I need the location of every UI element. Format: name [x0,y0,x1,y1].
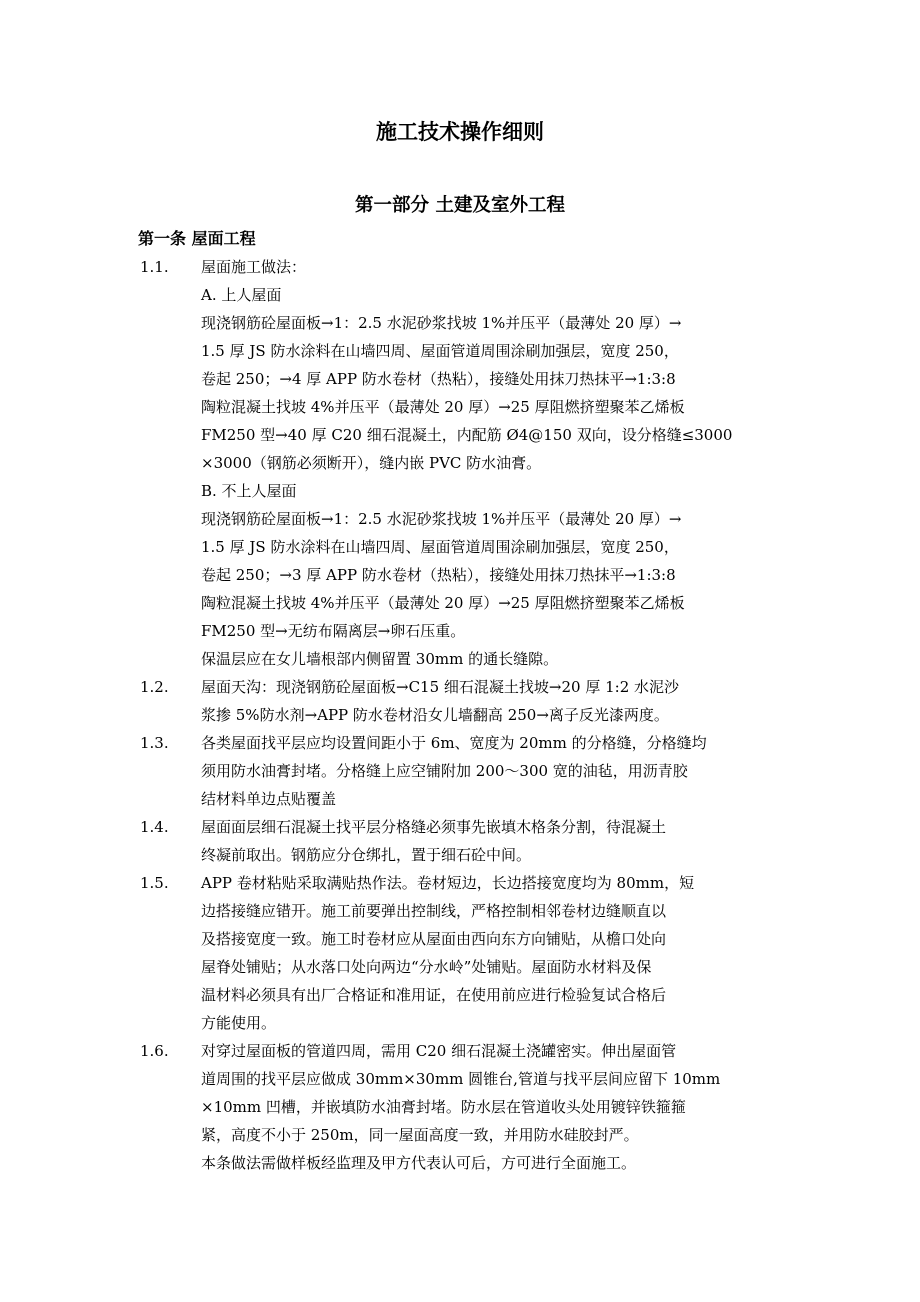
line-text: APP 卷材粘贴采取满贴热作法。卷材短边，长边搭接宽度均为 80mm，短 [201,874,695,892]
line-text: 及搭接宽度一致。施工时卷材应从屋面由西向东方向铺贴，从檐口处向 [201,930,667,948]
text-line [0,1149,920,1177]
text-line [0,617,920,645]
text-line [0,253,920,281]
text-line [0,757,920,785]
line-text: 紧，高度不小于 250m，同一屋面高度一致，并用防水硅胶封严。 [201,1126,639,1144]
text-line [0,449,920,477]
part-title: 第一部分 土建及室外工程 [355,195,565,216]
line-text: 1.5 厚 JS 防水涂料在山墙四周、屋面管道周围涂刷加强层，宽度 250， [201,538,679,556]
line-text: 保温层应在女儿墙根部内侧留置 30mm 的通长缝隙。 [201,650,559,668]
clause-number: 1.2. [140,678,169,696]
line-text: 屋脊处铺贴；从水落口处向两边“分水岭”处铺贴。屋面防水材料及保 [201,958,652,976]
line-text: 1.5 厚 JS 防水涂料在山墙四周、屋面管道周围涂刷加强层，宽度 250， [201,342,679,360]
text-line [0,281,920,309]
line-text: 对穿过屋面板的管道四周，需用 C20 细石混凝土浇罐密实。伸出屋面管 [201,1042,677,1060]
line-text: A. 上人屋面 [201,286,282,304]
text-line [0,589,920,617]
clause-number: 1.3. [140,734,169,752]
line-text: 本条做法需做样板经监理及甲方代表认可后，方可进行全面施工。 [201,1154,637,1172]
text-line [0,869,920,897]
line-text: FM250 型→无纺布隔离层→卵石压重。 [201,622,466,640]
line-text: 屋面施工做法： [201,258,307,276]
line-text: 陶粒混凝土找坡 4%并压平（最薄处 20 厚）→25 厚阻燃挤塑聚苯乙烯板 [201,398,685,416]
text-line [0,841,920,869]
text-line [0,337,920,365]
text-line [0,645,920,673]
clause-number: 1.1. [140,258,169,276]
text-line [0,981,920,1009]
text-line [0,897,920,925]
line-text: 温材料必须具有出厂合格证和准用证，在使用前应进行检验复试合格后 [201,986,667,1004]
clause-number: 1.4. [140,818,169,836]
text-line [0,505,920,533]
text-line [0,925,920,953]
line-text: 卷起 250；→4 厚 APP 防水卷材（热粘），接缝处用抹刀热抹平→1:3:8 [201,370,676,388]
text-line [0,1093,920,1121]
line-text: 道周围的找平层应做成 30mm×30mm 圆锥台,管道与找平层间应留下 10mm [201,1070,721,1088]
text-line [0,953,920,981]
line-text: 各类屋面找平层应均设置间距小于 6m、宽度为 20mm 的分格缝，分格缝均 [201,734,707,752]
line-text: 卷起 250；→3 厚 APP 防水卷材（热粘），接缝处用抹刀热抹平→1:3:8 [201,566,676,584]
text-line [0,309,920,337]
text-line [0,1037,920,1065]
line-text: 方能使用。 [201,1014,277,1032]
text-line [0,393,920,421]
text-line [0,1009,920,1037]
text-line [0,421,920,449]
document-body [0,253,920,1177]
text-line [0,701,920,729]
text-line [0,729,920,757]
line-text: 现浇钢筋砼屋面板→1：2.5 水泥砂浆找坡 1%并压平（最薄处 20 厚）→ [201,510,682,528]
line-text: 现浇钢筋砼屋面板→1：2.5 水泥砂浆找坡 1%并压平（最薄处 20 厚）→ [201,314,682,332]
line-text: 陶粒混凝土找坡 4%并压平（最薄处 20 厚）→25 厚阻燃挤塑聚苯乙烯板 [201,594,685,612]
line-text: 边搭接缝应错开。施工前要弹出控制线，严格控制相邻卷材边缝顺直以 [201,902,667,920]
text-line [0,1065,920,1093]
text-line [0,365,920,393]
line-text: B. 不上人屋面 [201,482,297,500]
text-line [0,533,920,561]
article-title: 第一条 屋面工程 [138,229,256,248]
line-text: 须用防水油膏封堵。分格缝上应空铺附加 200～300 宽的油毡，用沥青胶 [201,762,688,780]
line-text: 结材料单边点贴覆盖 [201,790,337,808]
text-line [0,785,920,813]
text-line [0,1121,920,1149]
text-line [0,813,920,841]
clause-number: 1.6. [140,1042,169,1060]
line-text: FM250 型→40 厚 C20 细石混凝土，内配筋 Ø4@150 双向，设分格缝≤3000 [201,426,733,444]
line-text: 屋面天沟：现浇钢筋砼屋面板→C15 细石混凝土找坡→20 厚 1:2 水泥沙 [201,678,680,696]
line-text: ×10mm 凹槽，并嵌填防水油膏封堵。防水层在管道收头处用镀锌铁箍箍 [201,1098,686,1116]
line-text: 终凝前取出。钢筋应分仓绑扎，置于细石砼中间。 [201,846,532,864]
line-text: 屋面面层细石混凝土找平层分格缝必须事先嵌填木格条分割，待混凝土 [201,818,667,836]
text-line [0,673,920,701]
text-line [0,477,920,505]
line-text: ×3000（钢筋必须断开），缝内嵌 PVC 防水油膏。 [201,454,542,472]
document-title: 施工技术操作细则 [376,120,544,144]
clause-number: 1.5. [140,874,169,892]
line-text: 浆掺 5%防水剂→APP 防水卷材沿女儿墙翻高 250→离子反光漆两度。 [201,706,669,724]
text-line [0,561,920,589]
